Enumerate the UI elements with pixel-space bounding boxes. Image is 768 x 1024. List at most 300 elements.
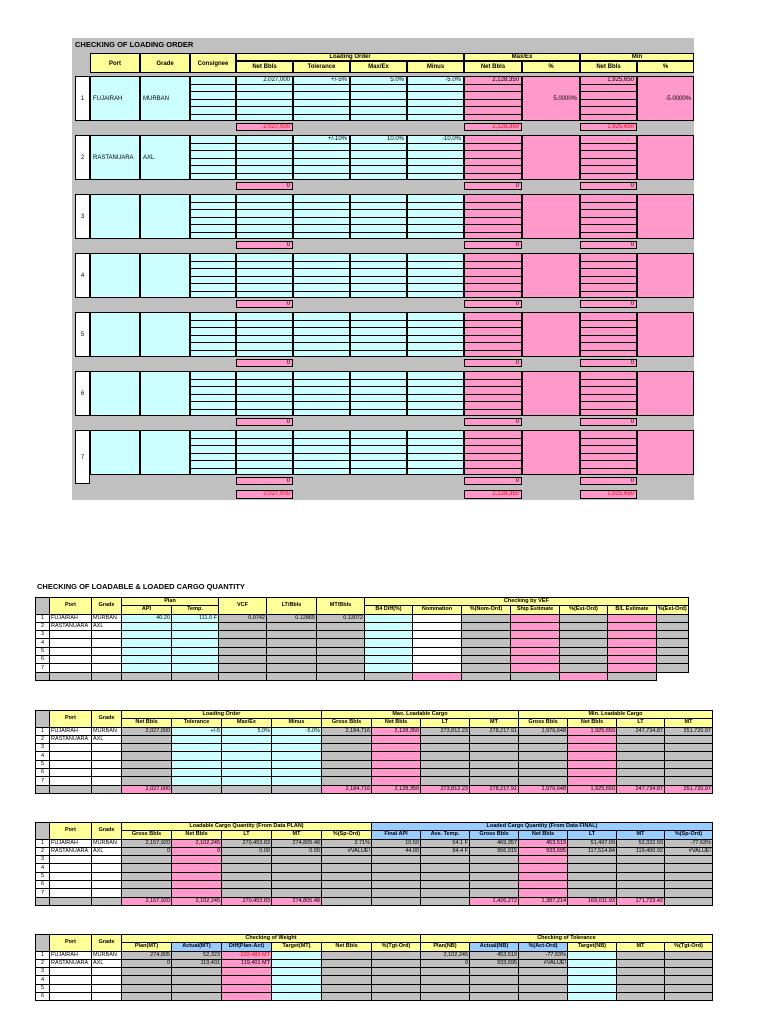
port-cell[interactable]: RASTANUARA bbox=[50, 847, 92, 855]
value-cell[interactable] bbox=[421, 760, 470, 768]
header-sub-4[interactable]: Net Bbls bbox=[464, 61, 522, 73]
loading-total[interactable]: 0 bbox=[236, 182, 293, 190]
header-loading-order[interactable]: Loading Order bbox=[236, 53, 464, 61]
value-cell[interactable]: 2,157,920 bbox=[122, 839, 172, 847]
plan-header[interactable]: Plan bbox=[122, 598, 219, 606]
value-cell[interactable] bbox=[519, 856, 568, 864]
value-cell[interactable] bbox=[665, 993, 713, 1001]
nomination-cell[interactable] bbox=[413, 631, 462, 639]
checking-vef-header[interactable]: Checking by VEF bbox=[365, 598, 689, 606]
port-cell[interactable]: RASTANUARA bbox=[50, 959, 92, 967]
subheader[interactable]: Target(NB) bbox=[568, 943, 617, 951]
value-cell[interactable] bbox=[272, 777, 322, 785]
value-cell[interactable]: 0 bbox=[421, 959, 470, 967]
lt-bbls-header[interactable]: LT/Bbls bbox=[267, 598, 317, 615]
value-cell[interactable] bbox=[421, 735, 470, 743]
grade-cell[interactable]: MURBAN bbox=[92, 951, 122, 959]
mt-bbls-header[interactable]: MT/Bbls bbox=[317, 598, 365, 615]
api-cell[interactable] bbox=[122, 622, 172, 630]
value-cell[interactable] bbox=[372, 777, 421, 785]
value-cell[interactable] bbox=[272, 976, 322, 984]
value-cell[interactable] bbox=[421, 976, 470, 984]
api-cell[interactable]: 40.20 bbox=[122, 614, 172, 622]
port-cell[interactable]: FUJAIRAH bbox=[50, 951, 92, 959]
header-sub-5[interactable]: % bbox=[522, 61, 580, 73]
value-cell[interactable] bbox=[372, 872, 421, 880]
footer-cell[interactable] bbox=[36, 672, 50, 680]
row-number[interactable]: 4 bbox=[36, 864, 50, 872]
min-pct-cell[interactable] bbox=[637, 135, 694, 180]
port-cell[interactable] bbox=[50, 752, 92, 760]
value-cell[interactable] bbox=[519, 889, 568, 897]
value-cell[interactable] bbox=[519, 777, 568, 785]
value-cell[interactable] bbox=[322, 889, 372, 897]
blank[interactable] bbox=[50, 897, 92, 905]
pct-est2-cell[interactable] bbox=[657, 639, 689, 647]
value-cell[interactable] bbox=[470, 856, 519, 864]
pct-est2-cell[interactable] bbox=[657, 664, 689, 672]
port-cell[interactable] bbox=[90, 194, 140, 239]
value-cell[interactable]: 94.4 F bbox=[421, 847, 470, 855]
subheader[interactable]: Temp. bbox=[172, 606, 219, 614]
value-cell[interactable] bbox=[421, 752, 470, 760]
grade-cell[interactable] bbox=[92, 656, 122, 664]
value-cell[interactable]: 52,322.50 bbox=[617, 839, 665, 847]
grand-total-min[interactable]: 1,925,650 bbox=[580, 490, 637, 499]
maxex-total[interactable]: 0 bbox=[464, 300, 522, 308]
pct-nom-cell[interactable] bbox=[462, 614, 511, 622]
grade-header[interactable]: Grade bbox=[92, 711, 122, 728]
value-cell[interactable]: 956,915 bbox=[470, 847, 519, 855]
value-cell[interactable] bbox=[172, 889, 222, 897]
value-cell[interactable] bbox=[568, 760, 617, 768]
row-number[interactable]: 3 bbox=[36, 744, 50, 752]
port-cell[interactable] bbox=[50, 777, 92, 785]
total-cell[interactable]: 274,805.48 bbox=[272, 897, 322, 905]
blank[interactable] bbox=[36, 598, 50, 615]
value-cell[interactable] bbox=[470, 984, 519, 992]
grade-cell[interactable] bbox=[140, 371, 190, 416]
value-cell[interactable] bbox=[372, 744, 421, 752]
header-port[interactable]: Port bbox=[90, 53, 140, 73]
value-cell[interactable] bbox=[519, 744, 568, 752]
temp-cell[interactable] bbox=[172, 664, 219, 672]
subheader[interactable]: %(Est-Ord) bbox=[560, 606, 608, 614]
blank[interactable] bbox=[92, 897, 122, 905]
grade-cell[interactable] bbox=[92, 631, 122, 639]
value-cell[interactable] bbox=[421, 889, 470, 897]
value-cell[interactable] bbox=[519, 735, 568, 743]
value-cell[interactable] bbox=[122, 968, 172, 976]
blank[interactable] bbox=[36, 823, 50, 840]
pct-nom-cell[interactable] bbox=[462, 622, 511, 630]
loading-total[interactable]: 0 bbox=[236, 418, 293, 426]
value-cell[interactable] bbox=[172, 976, 222, 984]
port-cell[interactable]: FUJAIRAH bbox=[50, 839, 92, 847]
port-cell[interactable] bbox=[50, 856, 92, 864]
value-cell[interactable] bbox=[665, 881, 713, 889]
value-cell[interactable] bbox=[372, 993, 421, 1001]
value-cell[interactable]: 453,519 bbox=[519, 839, 568, 847]
value-cell[interactable] bbox=[172, 984, 222, 992]
subheader[interactable]: %(Sp-Ord) bbox=[665, 831, 713, 839]
value-cell[interactable] bbox=[322, 760, 372, 768]
value-cell[interactable] bbox=[665, 984, 713, 992]
value-cell[interactable] bbox=[122, 881, 172, 889]
grade-cell[interactable] bbox=[92, 872, 122, 880]
value-cell[interactable] bbox=[322, 984, 372, 992]
value-cell[interactable] bbox=[568, 864, 617, 872]
ship-estimate-cell[interactable] bbox=[511, 631, 560, 639]
maxex-pct-cell[interactable] bbox=[522, 430, 580, 475]
grade-cell[interactable] bbox=[92, 993, 122, 1001]
footer-cell[interactable] bbox=[560, 672, 608, 680]
value-cell[interactable] bbox=[372, 864, 421, 872]
port-cell[interactable] bbox=[50, 664, 92, 672]
header-sub-7[interactable]: % bbox=[637, 61, 694, 73]
temp-cell[interactable] bbox=[172, 647, 219, 655]
value-cell[interactable] bbox=[122, 889, 172, 897]
maxex-pct-cell[interactable] bbox=[522, 135, 580, 180]
ship-estimate-cell[interactable] bbox=[511, 614, 560, 622]
header-sub-3[interactable]: Minus bbox=[407, 61, 464, 73]
vcf-header[interactable]: VCF bbox=[219, 598, 267, 615]
value-cell[interactable] bbox=[172, 752, 222, 760]
value-cell[interactable]: 453,519 bbox=[470, 951, 519, 959]
port-cell[interactable] bbox=[50, 968, 92, 976]
total-cell[interactable]: 169,011.93 bbox=[568, 897, 617, 905]
value-cell[interactable] bbox=[568, 976, 617, 984]
max-loadable-header[interactable]: Max. Loadable Cargo bbox=[322, 711, 519, 719]
b4-diff-cell[interactable] bbox=[365, 639, 413, 647]
value-cell[interactable]: 54.1 F bbox=[421, 839, 470, 847]
lt-bbls-cell[interactable] bbox=[267, 622, 317, 630]
value-cell[interactable] bbox=[222, 752, 272, 760]
value-cell[interactable] bbox=[617, 881, 665, 889]
b4-diff-cell[interactable] bbox=[365, 622, 413, 630]
value-cell[interactable]: 247,734.87 bbox=[617, 727, 665, 735]
subheader[interactable]: %(Tgt-Ord) bbox=[372, 943, 421, 951]
total-cell[interactable]: 273,812.23 bbox=[421, 785, 470, 793]
subheader[interactable]: B4 Diff(%) bbox=[365, 606, 413, 614]
row-number[interactable]: 1 bbox=[36, 614, 50, 622]
value-cell[interactable] bbox=[372, 968, 421, 976]
value-cell[interactable] bbox=[568, 881, 617, 889]
min-total[interactable]: 1,925,650 bbox=[580, 123, 637, 131]
value-cell[interactable]: 0.00 bbox=[272, 847, 322, 855]
value-cell[interactable] bbox=[470, 889, 519, 897]
value-cell[interactable] bbox=[568, 856, 617, 864]
value-cell[interactable] bbox=[617, 777, 665, 785]
grand-total-net[interactable]: 2,027,000 bbox=[236, 490, 293, 499]
subheader[interactable]: Gross Bbls bbox=[470, 831, 519, 839]
value-cell[interactable] bbox=[617, 976, 665, 984]
value-cell[interactable] bbox=[222, 968, 272, 976]
value-cell[interactable] bbox=[322, 976, 372, 984]
pct-est2-cell[interactable] bbox=[657, 656, 689, 664]
value-cell[interactable] bbox=[617, 769, 665, 777]
value-cell[interactable]: 278,217.91 bbox=[470, 727, 519, 735]
loaded-header[interactable]: Loaded Cargo Quantity (From Data FINAL) bbox=[372, 823, 713, 831]
blank[interactable] bbox=[372, 897, 421, 905]
row-number[interactable]: 7 bbox=[36, 889, 50, 897]
subheader[interactable]: Net Bbls bbox=[172, 831, 222, 839]
value-cell[interactable] bbox=[122, 735, 172, 743]
pct-nom-cell[interactable] bbox=[462, 639, 511, 647]
subheader[interactable]: %(Sp-Ord) bbox=[322, 831, 372, 839]
row-number[interactable]: 7 bbox=[36, 777, 50, 785]
port-cell[interactable] bbox=[90, 253, 140, 298]
row-number[interactable]: 1 bbox=[36, 951, 50, 959]
grade-cell[interactable] bbox=[140, 430, 190, 475]
port-cell[interactable] bbox=[50, 760, 92, 768]
bl-estimate-cell[interactable] bbox=[608, 656, 657, 664]
value-cell[interactable] bbox=[617, 984, 665, 992]
loading-total[interactable]: 0 bbox=[236, 477, 293, 485]
value-cell[interactable] bbox=[519, 872, 568, 880]
value-cell[interactable] bbox=[665, 744, 713, 752]
value-cell[interactable] bbox=[421, 881, 470, 889]
value-cell[interactable] bbox=[421, 968, 470, 976]
subheader[interactable]: Gross Bbls bbox=[122, 831, 172, 839]
value-cell[interactable] bbox=[421, 769, 470, 777]
subheader[interactable]: Gross Bbls bbox=[519, 719, 568, 727]
value-cell[interactable]: #VALUE! bbox=[519, 959, 568, 967]
grade-cell[interactable] bbox=[92, 864, 122, 872]
pct-est-cell[interactable] bbox=[560, 639, 608, 647]
value-cell[interactable] bbox=[272, 752, 322, 760]
pct-est-cell[interactable] bbox=[560, 614, 608, 622]
value-cell[interactable]: -77.63% bbox=[665, 839, 713, 847]
value-cell[interactable] bbox=[568, 959, 617, 967]
subheader[interactable]: MT bbox=[617, 943, 665, 951]
value-cell[interactable] bbox=[172, 777, 222, 785]
grade-cell[interactable] bbox=[92, 976, 122, 984]
footer-cell[interactable] bbox=[317, 672, 365, 680]
bl-estimate-cell[interactable] bbox=[608, 622, 657, 630]
subheader[interactable]: LT bbox=[421, 719, 470, 727]
ship-estimate-cell[interactable] bbox=[511, 647, 560, 655]
port-cell[interactable]: FUJAIRAH bbox=[90, 76, 140, 121]
ship-estimate-cell[interactable] bbox=[511, 656, 560, 664]
value-cell[interactable]: 274,805 bbox=[122, 951, 172, 959]
lt-bbls-cell[interactable] bbox=[267, 639, 317, 647]
block-number[interactable]: 7 bbox=[75, 430, 90, 484]
port-cell[interactable]: RASTANUARA bbox=[90, 135, 140, 180]
value-cell[interactable]: 52,323 bbox=[172, 951, 222, 959]
value-cell[interactable]: 117,514.84 bbox=[568, 847, 617, 855]
total-cell[interactable]: 2,157,920 bbox=[122, 897, 172, 905]
subheader[interactable]: MT bbox=[470, 719, 519, 727]
value-cell[interactable] bbox=[568, 951, 617, 959]
pct-est-cell[interactable] bbox=[560, 622, 608, 630]
value-cell[interactable] bbox=[519, 752, 568, 760]
subheader[interactable]: Net Bbls bbox=[519, 831, 568, 839]
value-cell[interactable]: 273,812.23 bbox=[421, 727, 470, 735]
value-cell[interactable] bbox=[122, 752, 172, 760]
maxex-pct-cell[interactable] bbox=[522, 312, 580, 357]
subheader[interactable]: Max/Ex bbox=[222, 719, 272, 727]
value-cell[interactable] bbox=[272, 993, 322, 1001]
maxex-pct-cell[interactable] bbox=[522, 371, 580, 416]
value-cell[interactable]: -222,483 MT bbox=[222, 951, 272, 959]
subheader[interactable]: MT bbox=[617, 831, 665, 839]
value-cell[interactable] bbox=[519, 760, 568, 768]
value-cell[interactable] bbox=[665, 856, 713, 864]
value-cell[interactable] bbox=[568, 968, 617, 976]
nomination-cell[interactable] bbox=[413, 639, 462, 647]
value-cell[interactable] bbox=[617, 959, 665, 967]
row-number[interactable]: 3 bbox=[36, 968, 50, 976]
value-cell[interactable] bbox=[222, 856, 272, 864]
value-cell[interactable] bbox=[470, 976, 519, 984]
port-header[interactable]: Port bbox=[50, 823, 92, 840]
maxex-total[interactable]: 0 bbox=[464, 477, 522, 485]
min-total[interactable]: 0 bbox=[580, 241, 637, 249]
row-number[interactable]: 5 bbox=[36, 647, 50, 655]
value-cell[interactable]: 2,102,245 bbox=[172, 839, 222, 847]
grand-total-maxex[interactable]: 2,128,350 bbox=[464, 490, 522, 499]
port-cell[interactable] bbox=[50, 881, 92, 889]
value-cell[interactable]: 1,925,650 bbox=[568, 727, 617, 735]
grade-cell[interactable] bbox=[92, 777, 122, 785]
value-cell[interactable] bbox=[322, 864, 372, 872]
blank[interactable] bbox=[222, 785, 272, 793]
value-cell[interactable] bbox=[322, 777, 372, 785]
value-cell[interactable]: 2,128,350 bbox=[372, 727, 421, 735]
subheader[interactable]: B/L Estimate bbox=[608, 606, 657, 614]
value-cell[interactable] bbox=[470, 744, 519, 752]
value-cell[interactable] bbox=[322, 735, 372, 743]
grade-cell[interactable]: AXL bbox=[92, 622, 122, 630]
grade-header[interactable]: Grade bbox=[92, 823, 122, 840]
value-cell[interactable]: #VALUE! bbox=[322, 847, 372, 855]
value-cell[interactable] bbox=[665, 951, 713, 959]
value-cell[interactable] bbox=[470, 777, 519, 785]
value-cell[interactable] bbox=[665, 976, 713, 984]
grade-cell[interactable] bbox=[140, 194, 190, 239]
value-cell[interactable] bbox=[272, 856, 322, 864]
blank[interactable] bbox=[421, 897, 470, 905]
block-number[interactable]: 4 bbox=[75, 253, 90, 298]
subheader[interactable]: Minus bbox=[272, 719, 322, 727]
value-cell[interactable] bbox=[372, 769, 421, 777]
value-cell[interactable] bbox=[322, 872, 372, 880]
value-cell[interactable] bbox=[222, 760, 272, 768]
subheader[interactable]: Plan(MT) bbox=[122, 943, 172, 951]
port-cell[interactable] bbox=[50, 984, 92, 992]
value-cell[interactable] bbox=[665, 777, 713, 785]
vcf-cell[interactable]: 0.9742 bbox=[219, 614, 267, 622]
value-cell[interactable] bbox=[122, 777, 172, 785]
pct-nom-cell[interactable] bbox=[462, 647, 511, 655]
grade-cell[interactable] bbox=[92, 881, 122, 889]
value-cell[interactable] bbox=[665, 872, 713, 880]
value-cell[interactable] bbox=[122, 976, 172, 984]
port-cell[interactable] bbox=[50, 976, 92, 984]
temp-cell[interactable]: 111.0 F bbox=[172, 614, 219, 622]
maxex-total[interactable]: 0 bbox=[464, 241, 522, 249]
row-number[interactable]: 4 bbox=[36, 639, 50, 647]
footer-cell[interactable] bbox=[267, 672, 317, 680]
total-cell[interactable]: 1,925,650 bbox=[568, 785, 617, 793]
value-cell[interactable] bbox=[122, 760, 172, 768]
value-cell[interactable] bbox=[272, 881, 322, 889]
row-number[interactable]: 5 bbox=[36, 984, 50, 992]
grade-cell[interactable] bbox=[140, 312, 190, 357]
value-cell[interactable] bbox=[568, 993, 617, 1001]
header-min[interactable]: Min bbox=[580, 53, 694, 61]
value-cell[interactable] bbox=[172, 760, 222, 768]
grade-cell[interactable]: MURBAN bbox=[92, 614, 122, 622]
value-cell[interactable] bbox=[372, 889, 421, 897]
port-cell[interactable] bbox=[50, 656, 92, 664]
pct-est-cell[interactable] bbox=[560, 664, 608, 672]
loading-total[interactable]: 2,027,000 bbox=[236, 123, 293, 131]
port-cell[interactable] bbox=[50, 769, 92, 777]
value-cell[interactable]: 119,401 MT bbox=[222, 959, 272, 967]
nomination-cell[interactable] bbox=[413, 614, 462, 622]
value-cell[interactable] bbox=[519, 976, 568, 984]
footer-cell[interactable] bbox=[50, 672, 92, 680]
bl-estimate-cell[interactable] bbox=[608, 647, 657, 655]
pct-est2-cell[interactable] bbox=[657, 631, 689, 639]
grade-cell[interactable]: AXL bbox=[92, 847, 122, 855]
value-cell[interactable]: 274,805.48 bbox=[272, 839, 322, 847]
grade-cell[interactable]: AXL bbox=[140, 135, 190, 180]
value-cell[interactable] bbox=[322, 744, 372, 752]
temp-cell[interactable] bbox=[172, 631, 219, 639]
value-cell[interactable] bbox=[421, 872, 470, 880]
port-cell[interactable] bbox=[90, 430, 140, 475]
value-cell[interactable]: #VALUE! bbox=[665, 847, 713, 855]
grade-cell[interactable] bbox=[92, 744, 122, 752]
value-cell[interactable] bbox=[222, 993, 272, 1001]
value-cell[interactable]: 0.00 bbox=[222, 847, 272, 855]
total-cell[interactable]: 2,027,000 bbox=[122, 785, 172, 793]
value-cell[interactable] bbox=[470, 968, 519, 976]
maxex-pct-cell[interactable] bbox=[522, 253, 580, 298]
row-number[interactable]: 2 bbox=[36, 735, 50, 743]
subheader[interactable]: Actual(NB) bbox=[470, 943, 519, 951]
value-cell[interactable] bbox=[617, 993, 665, 1001]
blank[interactable] bbox=[36, 785, 50, 793]
loading-total[interactable]: 0 bbox=[236, 241, 293, 249]
port-cell[interactable]: RASTANUARA bbox=[50, 735, 92, 743]
value-cell[interactable] bbox=[421, 856, 470, 864]
row-number[interactable]: 3 bbox=[36, 631, 50, 639]
port-header[interactable]: Port bbox=[50, 598, 92, 615]
grade-header[interactable]: Grade bbox=[92, 935, 122, 952]
value-cell[interactable] bbox=[617, 760, 665, 768]
value-cell[interactable] bbox=[172, 968, 222, 976]
min-pct-cell[interactable] bbox=[637, 430, 694, 475]
api-cell[interactable] bbox=[122, 664, 172, 672]
min-loadable-header[interactable]: Min. Loadable Cargo bbox=[519, 711, 713, 719]
value-cell[interactable]: 119,400.92 bbox=[617, 847, 665, 855]
subheader[interactable]: %(Nom-Ord) bbox=[462, 606, 511, 614]
footer-cell[interactable] bbox=[122, 672, 172, 680]
header-consignee[interactable]: Consignee bbox=[190, 53, 236, 73]
value-cell[interactable] bbox=[568, 777, 617, 785]
min-total[interactable]: 0 bbox=[580, 300, 637, 308]
temp-cell[interactable] bbox=[172, 639, 219, 647]
value-cell[interactable] bbox=[617, 864, 665, 872]
block-number[interactable]: 5 bbox=[75, 312, 90, 357]
value-cell[interactable] bbox=[322, 856, 372, 864]
value-cell[interactable] bbox=[617, 872, 665, 880]
value-cell[interactable] bbox=[272, 984, 322, 992]
